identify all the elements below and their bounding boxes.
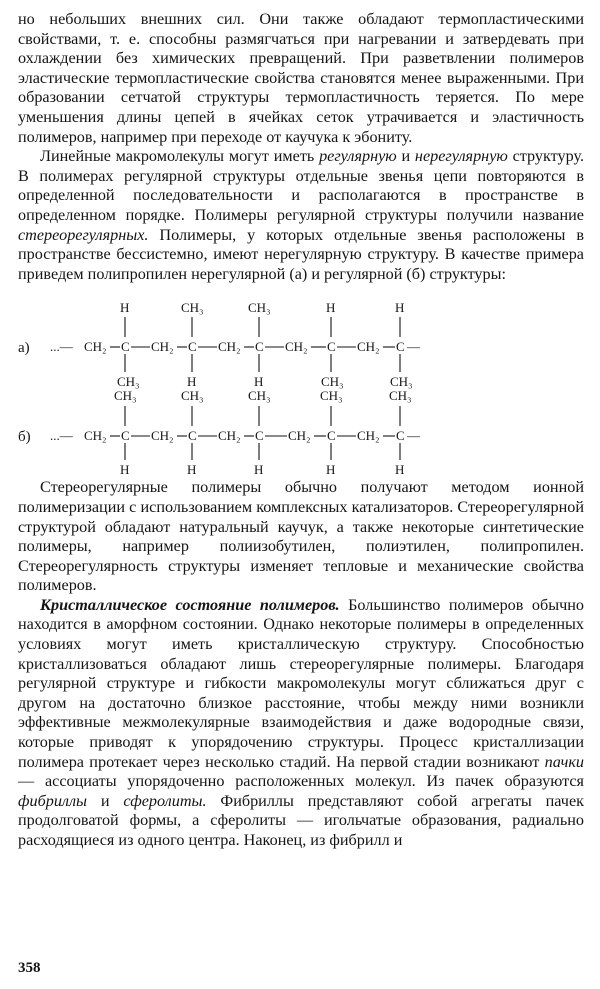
paragraph-crystalline-state (18, 596, 584, 851)
ch2-group: CH₂ (84, 339, 107, 355)
carbon-atom: C (188, 428, 197, 444)
section-heading: Кристаллическое состояние полимеров. (40, 595, 340, 614)
substituent-top: CH₃ (248, 388, 271, 404)
substituent-top: H (395, 300, 405, 316)
substituent-bottom: H (187, 374, 197, 390)
term-fibrils: фибриллы (18, 791, 87, 810)
chain-end: — (407, 339, 420, 355)
substituent-top: CH₃ (248, 300, 271, 316)
substituent-bottom: H (326, 462, 336, 475)
structure-a-label: а) (18, 340, 30, 357)
substituent-top: CH₃ (181, 300, 204, 316)
text-run: и (87, 791, 124, 810)
substituent-top: CH₃ (114, 388, 137, 404)
ch2-group: CH₂ (151, 339, 174, 355)
chain-start: ...— (50, 428, 73, 444)
carbon-atom: C (327, 428, 336, 444)
ch2-group: CH₂ (285, 339, 308, 355)
substituent-bottom: CH₃ (321, 374, 344, 390)
ch2-group: CH₂ (288, 428, 311, 444)
substituent-top: CH₃ (320, 388, 343, 404)
carbon-atom: C (121, 428, 130, 444)
ch2-group: CH₂ (218, 339, 241, 355)
term-stereoregular: стереорегулярных. (18, 225, 149, 244)
substituent-bottom: H (254, 462, 264, 475)
carbon-atom: C (327, 339, 336, 355)
text-run: — ассоциаты упорядоченно расположенных молекул. Из пачек образуются (18, 772, 584, 791)
term-bundles: пачки (544, 752, 584, 771)
substituent-top: H (326, 300, 336, 316)
term-irregular: нерегулярную (414, 147, 508, 166)
carbon-atom: C (396, 428, 405, 444)
substituent-bottom: H (395, 462, 405, 475)
ch2-group: CH₂ (84, 428, 107, 444)
carbon-atom: C (188, 339, 197, 355)
ch2-group: CH₂ (218, 428, 241, 444)
paragraph-thermoplastic: но небольших внешних сил. Они также обладают термопластическими свойствами, т. е. способны размягчаться при нагревании и затвердевать при охлаждении без химических превращений. При разветвлении полимеров эластические термопластические свойства становятся менее выраженными. При образовании сетчатой структуры термопластичность теряется. По мере уменьшения длины цепей в ячейках сеток утрачивается и эластичность полимеров, например при переходе от каучука к эбониту. (18, 10, 584, 146)
substituent-bottom: CH₃ (390, 374, 413, 390)
substituent-top: H (120, 300, 130, 316)
text-run: и (396, 147, 415, 166)
substituent-top: CH₃ (389, 388, 412, 404)
page-number: 358 (18, 960, 41, 976)
ch2-group: CH₂ (357, 428, 380, 444)
carbon-atom: C (255, 428, 264, 444)
formula-svg (18, 288, 584, 474)
term-regular: регулярную (319, 147, 397, 166)
ch2-group: CH₂ (151, 428, 174, 444)
paragraph-stereoregular-polymers: Стереорегулярные полимеры обычно получают методом ионной полимеризации с использованием комплексных катализаторов. Стереорегулярной структурой обладают натуральный каучук, а также некоторые синтетические полимеры, например полиизобутилен, полиэтилен, полипропилен. Стереорегулярность структуры изменяет тепловые и механические свойства полимеров. (18, 478, 584, 595)
carbon-atom: C (121, 339, 130, 355)
carbon-atom: C (255, 339, 264, 355)
polypropylene-structures-formula (18, 288, 584, 474)
structure-b-label: б) (18, 429, 31, 446)
substituent-bottom: H (120, 462, 130, 475)
text-run: структуру. В полимерах регулярной структуры отдельные звенья цепи повторяются в определенной последовательности и располагаются в пространстве в определенном порядке. Полимеры регулярной структуры получили название (18, 147, 584, 224)
ch2-group: CH₂ (357, 339, 380, 355)
chain-end: — (407, 428, 420, 444)
chain-start: ...— (50, 339, 73, 355)
term-spherulites: сферолиты. (123, 791, 207, 810)
text-run: Большинство полимеров обычно находится в аморфном состоянии. Однако некоторые полимеры в определенных условиях могут иметь кристаллическую структуру. Способностью кристаллизоваться обладают лишь стереорегулярные полимеры. Благодаря регулярной структуре и гибкости макромолекулы могут сближаться друг с другом на достаточно близкое расстояние, чтобы между ними возникли эффективные межмолекулярные взаимодействия и даже водородные связи, которые приводят к упорядочению структуры. Процесс кристаллизации полимера протекает через несколько стадий. На первой стадии возникают (18, 595, 584, 771)
text-run: Фибриллы представляют собой агрегаты пачек продолговатой формы, а сферолиты — игольчатые образования, радиально расходящиеся из одного центра. Наконец, из фибрилл и (18, 791, 585, 849)
substituent-bottom: H (187, 462, 197, 475)
text-run: Полимеры, у которых отдельные звенья расположены в пространстве бессистемно, имеют нерегулярную структуру. В качестве примера приведем полипропилен нерегулярной (а) и регулярной (б) структуры: (18, 225, 584, 283)
paragraph-linear-macromolecules (18, 147, 584, 284)
substituent-bottom: H (254, 374, 264, 390)
document-page (18, 10, 584, 851)
text-run: Линейные макромолекулы могут иметь (40, 147, 320, 166)
substituent-bottom: CH₃ (117, 374, 140, 390)
substituent-top: CH₃ (181, 388, 204, 404)
carbon-atom: C (396, 339, 405, 355)
